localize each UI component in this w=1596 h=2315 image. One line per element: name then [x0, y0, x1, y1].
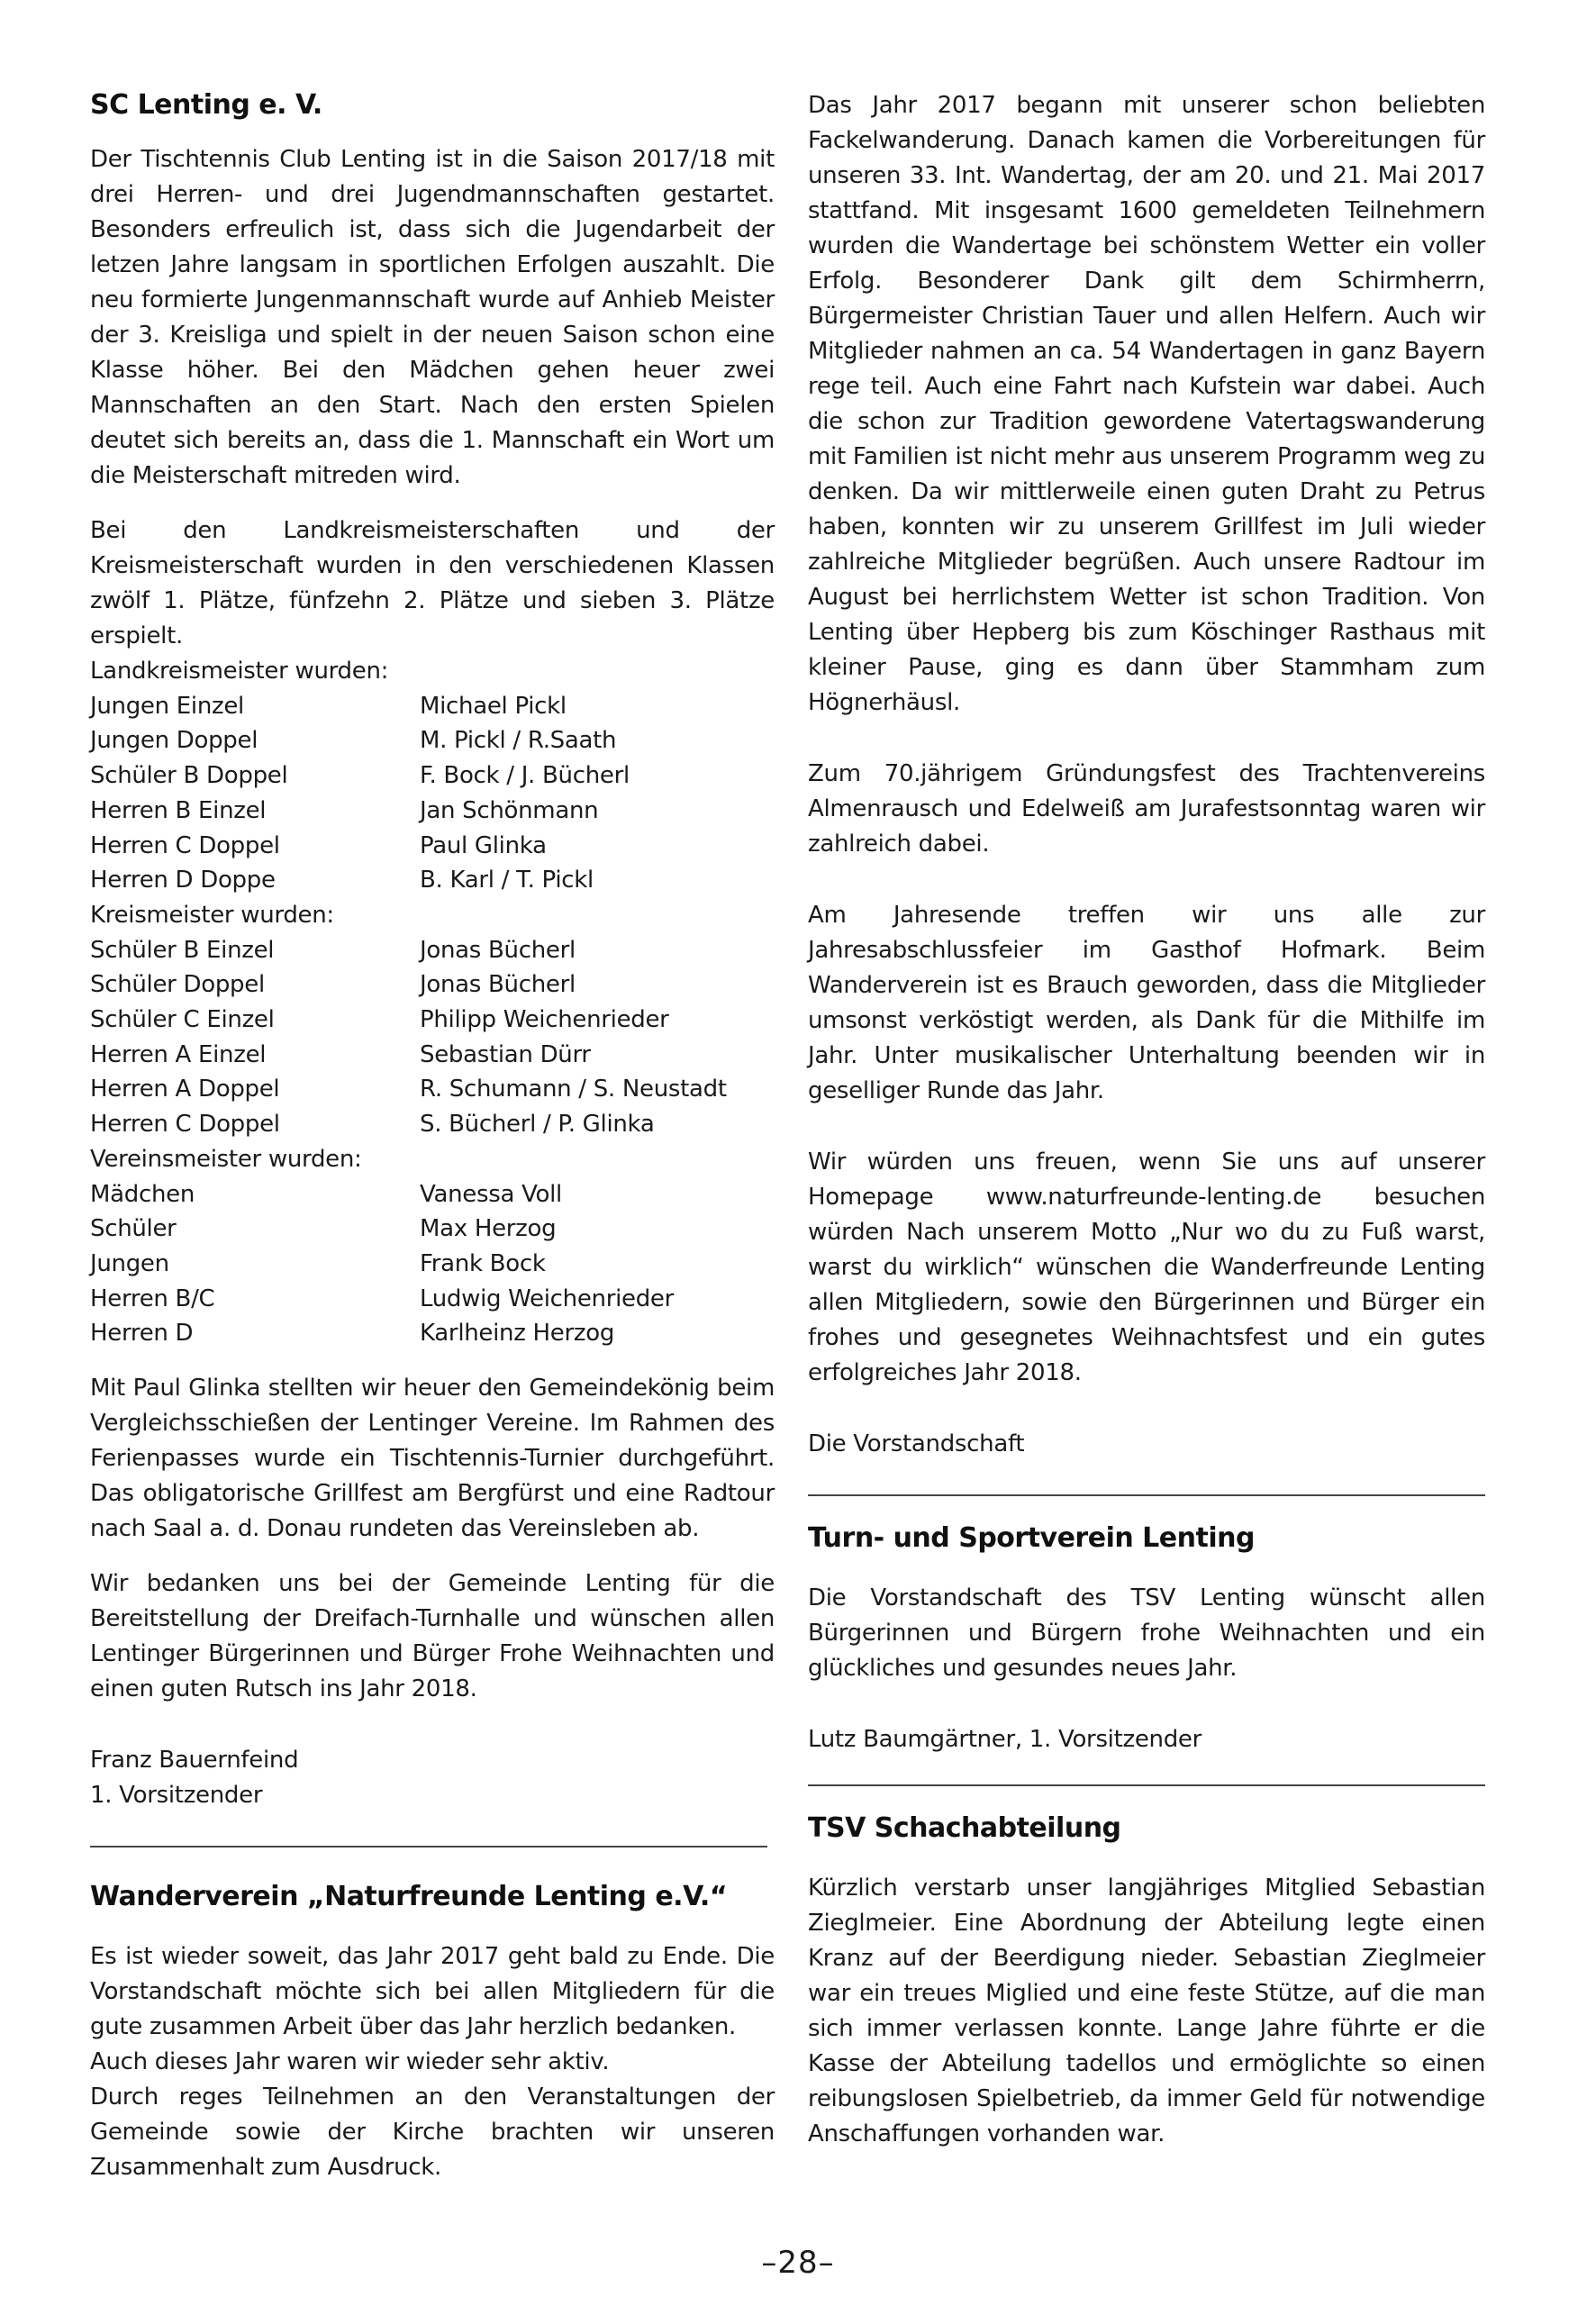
champion-category: Herren D — [90, 1320, 194, 1348]
champion-name: Philipp Weichenrieder — [420, 1006, 669, 1034]
champion-row — [90, 794, 775, 829]
section-tsv-lenting — [808, 1521, 1485, 1757]
paragraph: Wir bedanken uns bei der Gemeinde Lenting für die Bereitstellung der Dreifach-Turnhalle und wünschen allen Lentinger Bürgerinnen und Bürger Frohe Weihnachten und einen guten Rutsch ins Jahr 2018. — [90, 1570, 775, 1703]
champion-category: Herren C Doppel — [90, 1111, 280, 1139]
champion-name: Jan Schönmann — [420, 796, 599, 824]
champion-row — [90, 1038, 775, 1073]
paragraph: Am Jahresende treffen wir uns alle zur Jahresabschlussfeier im Gasthof Hofmark. Beim Wanderverein ist es Brauch geworden, dass die Mitglieder umsonst verköstigt werden, als Dank für die Mithilfe im Jahr. Unter musikalischer Unterhaltung beenden wir in geselliger Runde das Jahr. — [808, 902, 1485, 1104]
champion-category: Jungen — [90, 1249, 169, 1277]
champion-row — [90, 1177, 775, 1212]
paragraph: Das Jahr 2017 begann mit unserer schon beliebten Fackelwanderung. Danach kamen die Vorbereitungen für unseren 33. Int. Wandertag, der am 20. und 21. Mai 2017 stattfand. Mit insgesamt 1600 gemeldeten Teilnehmern wurden die Wandertage bei schönstem Wetter ein voller Erfolg. Besonderer Dank gilt dem Schirmherrn, Bürgermeister Christian Tauer und allen Helfern. Auch wir Mitglieder nahmen an ca. 54 Wandertagen in ganz Bayern rege teil. Auch eine Fahrt nach Kufstein war dabei. Auch die schon zur Tradition gewordene Vatertagswanderung mit Familien ist nicht mehr aus unserem Programm weg zu denken. Da wir mittlerweile einen guten Draht zu Petrus haben, konnten wir zu unserem Grillfest im Juli wieder zahlreiche Mitglieder begrüßen. Auch unsere Radtour im August bei herrlichstem Wetter ist schon Tradition. Von Lenting über Hepberg bis zum Köschinger Rasthaus mit kleiner Pause, ging es dann über Stammham zum Högnerhäusl. — [808, 92, 1485, 716]
signature-role: 1. Vorsitzender — [90, 1782, 263, 1810]
paragraph: Kürzlich verstarb unser langjähriges Mitglied Sebastian Zieglmeier. Eine Abordnung der Abteilung legte einen Kranz auf der Beerdigung nieder. Sebastian Zieglmeier war ein treues Miglied und eine feste Stütze, auf die man sich immer verlassen konnte. Lange Jahre führte er die Kasse der Abteilung tadellos und ermöglichte so einen reibungslosen Spielbetrieb, da immer Geld für notwendige Anschaffungen vorhanden war. — [808, 1875, 1485, 2147]
champion-category: Schüler — [90, 1215, 177, 1243]
paragraph: Der Tischtennis Club Lenting ist in die Saison 2017/18 mit drei Herren- und drei Jugendmannschaften gestartet. Besonders erfreulich ist, dass sich die Jugendarbeit der letzen Jahre langsam in sportlichen Erfolgen auszahlt. Die neu formierte Jungenmannschaft wurde auf Anhieb Meister der 3. Kreisliga und spielt in der neuen Saison schon eine Klasse höher. Bei den Mädchen gehen heuer zwei Mannschaften an den Start. Nach den ersten Spielen deutet sich bereits an, dass die 1. Mannschaft ein Wort um die Meisterschaft mitreden wird. — [90, 146, 775, 489]
champion-category: Schüler C Einzel — [90, 1006, 275, 1034]
section-heading: Turn- und Sportverein Lenting — [808, 1522, 1255, 1554]
champion-name: Frank Bock — [420, 1249, 546, 1277]
champion-name: Karlheinz Herzog — [420, 1320, 615, 1348]
champion-row — [90, 1003, 775, 1038]
champion-name: S. Bücherl / P. Glinka — [420, 1111, 655, 1139]
champion-row — [90, 967, 775, 1003]
section-wanderverein — [90, 1880, 775, 2185]
section-wanderverein-continued — [808, 88, 1485, 1462]
champion-category: Herren B Einzel — [90, 796, 267, 824]
champion-category: Schüler Doppel — [90, 971, 265, 999]
paragraph: Die Vorstandschaft des TSV Lenting wünscht allen Bürgerinnen und Bürgern frohe Weihnachten und ein glückliches und gesundes neues Jahr. — [808, 1584, 1485, 1682]
champion-row — [90, 1072, 775, 1107]
champion-row — [90, 1247, 775, 1282]
champion-category: Jungen Doppel — [90, 727, 258, 755]
champion-category: Herren B/C — [90, 1285, 215, 1312]
champion-name: Ludwig Weichenrieder — [420, 1285, 675, 1312]
signature-name: Franz Bauernfeind — [90, 1747, 299, 1775]
section-heading: TSV Schachabteilung — [808, 1812, 1121, 1844]
champion-name: Jonas Bücherl — [420, 936, 576, 964]
champion-category: Herren C Doppel — [90, 831, 280, 859]
champions-list-kreis — [90, 933, 775, 1142]
champion-category: Schüler B Einzel — [90, 936, 275, 964]
section-sc-lenting — [90, 88, 775, 1813]
signature: Lutz Baumgärtner, 1. Vorsitzender — [808, 1726, 1202, 1753]
list-title: Landkreismeister wurden: — [90, 658, 389, 685]
paragraph: Es ist wieder soweit, das Jahr 2017 geht bald zu Ende. Die Vorstandschaft möchte sich bei allen Mitgliedern für die gute zusammen Arbeit über das Jahr herzlich bedanken. — [90, 1943, 775, 2041]
champion-name: M. Pickl / R.Saath — [420, 727, 617, 755]
champions-list-landkreis — [90, 689, 775, 898]
paragraph: Mit Paul Glinka stellten wir heuer den Gemeindekönig beim Vergleichsschießen der Lentinger Vereine. Im Rahmen des Ferienpasses wurde ein Tischtennis-Turnier durchgeführt. Das obligatorische Grillfest am Bergfürst und eine Radtour nach Saal a. d. Donau rundeten das Vereinsleben ab. — [90, 1375, 775, 1543]
champion-row — [90, 758, 775, 794]
paragraph: Wir würden uns freuen, wenn Sie uns auf unserer Homepage www.naturfreunde-lenting.de besuchen würden Nach unserem Motto „Nur wo du zu Fuß warst, warst du wirklich“ wünschen die Wanderfreunde Lenting allen Mitgliedern, sowie den Bürgerinnen und Bürger ein frohes und gesegnetes Weihnachtsfest und ein gutes erfolgreiches Jahr 2018. — [808, 1148, 1485, 1386]
champions-list-verein — [90, 1177, 775, 1352]
champion-name: Vanessa Voll — [420, 1180, 562, 1208]
champion-name: F. Bock / J. Bücherl — [420, 762, 630, 790]
champion-name: Michael Pickl — [420, 692, 567, 720]
champion-category: Herren D Doppe — [90, 867, 276, 894]
champion-row — [90, 1316, 775, 1351]
right-column — [808, 88, 1485, 2152]
champion-category: Schüler B Doppel — [90, 762, 288, 790]
champion-name: B. Karl / T. Pickl — [420, 867, 594, 894]
champion-row — [90, 1212, 775, 1247]
page-number: –28– — [761, 2245, 835, 2281]
champion-row — [90, 933, 775, 968]
list-title: Kreismeister wurden: — [90, 901, 334, 929]
paragraph: Bei den Landkreismeisterschaften und der Kreismeisterschaft wurden in den verschiedenen Klassen zwölf 1. Plätze, fünfzehn 2. Plätze und sieben 3. Plätze erspielt. — [90, 517, 775, 649]
champion-name: Jonas Bücherl — [420, 971, 576, 999]
champion-row — [90, 863, 775, 898]
section-tsv-schach — [808, 1811, 1485, 2152]
champion-row — [90, 689, 775, 724]
champion-name: Sebastian Dürr — [420, 1040, 591, 1068]
champion-row — [90, 723, 775, 758]
signature: Die Vorstandschaft — [808, 1430, 1025, 1457]
paragraph: Auch dieses Jahr waren wir wieder sehr aktiv. — [90, 2048, 610, 2076]
section-heading: SC Lenting e. V. — [90, 89, 322, 121]
paragraph: Zum 70.jährigem Gründungsfest des Trachtenvereins Almenrausch und Edelweiß am Jurafestsonntag waren wir zahlreich dabei. — [808, 760, 1485, 858]
champion-category: Herren A Doppel — [90, 1076, 280, 1103]
paragraph: Durch reges Teilnehmen an den Veranstaltungen der Gemeinde sowie der Kirche brachten wir unseren Zusammenhalt zum Ausdruck. — [90, 2084, 775, 2182]
list-title: Vereinsmeister wurden: — [90, 1145, 362, 1173]
champion-row — [90, 1282, 775, 1317]
champion-name: Paul Glinka — [420, 831, 547, 859]
champion-category: Jungen Einzel — [90, 692, 244, 720]
champion-category: Herren A Einzel — [90, 1040, 267, 1068]
champion-name: R. Schumann / S. Neustadt — [420, 1076, 727, 1103]
champion-row — [90, 829, 775, 864]
section-heading: Wanderverein „Naturfreunde Lenting e.V.“ — [90, 1881, 728, 1913]
champion-category: Mädchen — [90, 1180, 195, 1208]
left-column — [90, 88, 775, 2185]
champion-row — [90, 1107, 775, 1142]
champion-name: Max Herzog — [420, 1215, 557, 1243]
